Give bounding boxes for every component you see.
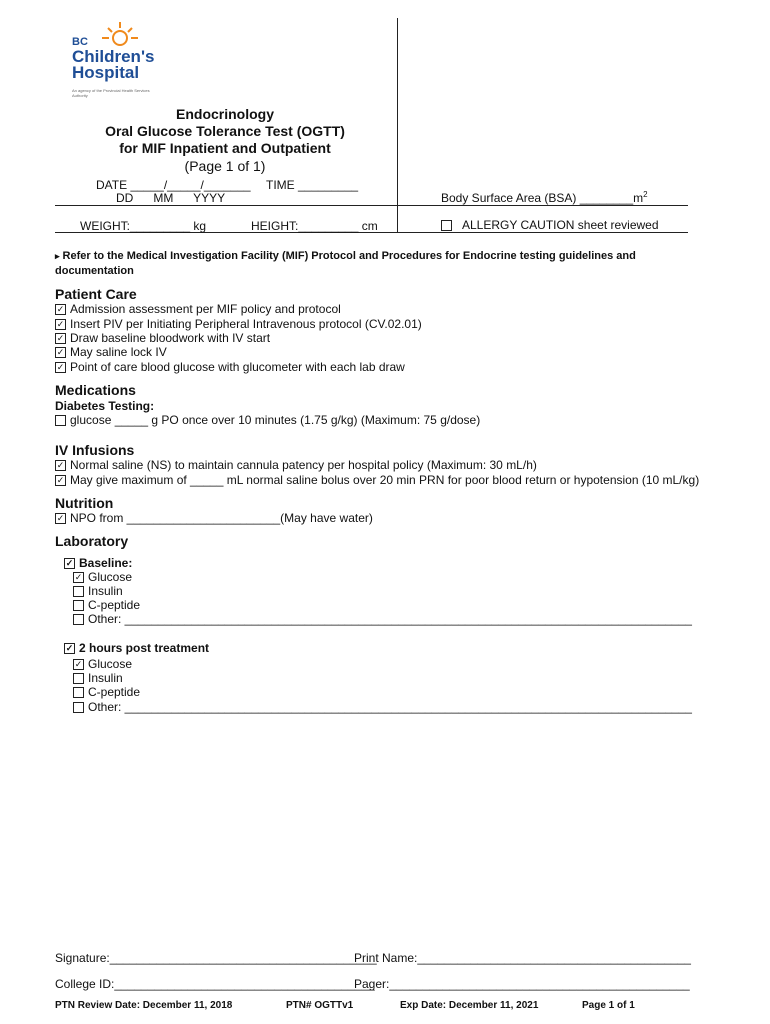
checked-box-icon bbox=[55, 333, 66, 344]
list-item[interactable]: ✓ Point of care blood glucose with glucometer with each lab draw bbox=[55, 360, 405, 374]
list-item[interactable]: Other: _____________________________________________________________________________________ bbox=[73, 700, 692, 714]
list-item[interactable]: ✓ Glucose bbox=[73, 657, 132, 671]
patient-care-heading: Patient Care bbox=[55, 286, 137, 302]
checkbox-icon bbox=[73, 600, 84, 611]
logo-subtitle: An agency of the Provincial Health Services Authority bbox=[72, 88, 150, 98]
glucose-dose-item[interactable]: glucose _____ g PO once over 10 minutes (1.75 g/kg) (Maximum: 75 g/dose) bbox=[55, 413, 480, 427]
date-format: DD MM YYYY bbox=[116, 191, 226, 205]
checked-box-icon bbox=[55, 362, 66, 373]
checked-box-icon bbox=[64, 558, 75, 569]
checkbox-icon bbox=[55, 415, 66, 426]
list-item[interactable]: ✓ May saline lock IV bbox=[55, 345, 167, 359]
height-field[interactable]: HEIGHT:_________ cm bbox=[251, 219, 378, 233]
checked-box-icon bbox=[55, 460, 66, 471]
header-rule-1 bbox=[55, 205, 688, 206]
page-number: Page 1 of 1 bbox=[582, 1000, 635, 1011]
baseline-checkbox[interactable]: ✓ Baseline: bbox=[64, 556, 132, 570]
list-item[interactable]: ✓ Admission assessment per MIF policy and protocol bbox=[55, 302, 341, 316]
arrow-icon: ▸ bbox=[55, 251, 60, 261]
signature-field[interactable]: Signature:________________________________________ bbox=[55, 951, 377, 965]
list-item[interactable]: ✓ Normal saline (NS) to maintain cannula patency per hospital policy (Maximum: 30 mL/h) bbox=[55, 458, 537, 472]
checked-box-icon bbox=[73, 659, 84, 670]
protocol-note: ▸ Refer to the Medical Investigation Facility (MIF) Protocol and Procedures for Endocrine testing guidelines and documentation bbox=[55, 250, 636, 277]
list-item[interactable]: C-peptide bbox=[73, 685, 140, 699]
date-field[interactable]: DATE _____/_____/_______ bbox=[96, 178, 251, 192]
list-item[interactable]: ✓ Draw baseline bloodwork with IV start bbox=[55, 331, 270, 345]
title-scope: for MIF Inpatient and Outpatient bbox=[119, 140, 331, 156]
checked-box-icon bbox=[73, 572, 84, 583]
checked-box-icon bbox=[55, 304, 66, 315]
checkbox-icon[interactable] bbox=[441, 220, 452, 231]
medications-heading: Medications bbox=[55, 382, 136, 398]
list-item[interactable]: ✓ Insert PIV per Initiating Peripheral Intravenous protocol (CV.02.01) bbox=[55, 317, 422, 331]
list-item[interactable]: C-peptide bbox=[73, 598, 140, 612]
list-item[interactable]: Insulin bbox=[73, 671, 123, 685]
list-item[interactable]: ✓ May give maximum of _____ mL normal saline bolus over 20 min PRN for poor blood return or hypotension (10 mL/kg) bbox=[55, 473, 699, 487]
title-department: Endocrinology bbox=[176, 106, 274, 122]
checkbox-icon bbox=[73, 614, 84, 625]
post-treatment-checkbox[interactable]: ✓ 2 hours post treatment bbox=[64, 641, 209, 655]
bsa-field[interactable]: Body Surface Area (BSA) $\_\_\_\_\_\_\_\_m^2$ bbox=[441, 190, 648, 205]
title-page: (Page 1 of 1) bbox=[184, 158, 266, 174]
list-item[interactable]: ✓ Glucose bbox=[73, 570, 132, 584]
checkbox-icon bbox=[73, 586, 84, 597]
logo-bc: BC bbox=[72, 36, 88, 48]
weight-field[interactable]: WEIGHT:_________ kg bbox=[80, 219, 207, 233]
sun-logo-icon bbox=[100, 20, 140, 50]
checkbox-icon bbox=[73, 673, 84, 684]
title-test: Oral Glucose Tolerance Test (OGTT) bbox=[105, 123, 345, 139]
checked-box-icon bbox=[55, 513, 66, 524]
time-field[interactable]: TIME _________ bbox=[266, 178, 359, 192]
logo-name: Children's Hospital bbox=[72, 47, 155, 82]
checked-box-icon bbox=[55, 319, 66, 330]
list-item[interactable]: Insulin bbox=[73, 584, 123, 598]
ptn-number: PTN# OGTTv1 bbox=[286, 1000, 354, 1011]
laboratory-heading: Laboratory bbox=[55, 533, 129, 549]
college-id-field[interactable]: College ID:_______________________________________ bbox=[55, 977, 375, 991]
review-date: PTN Review Date: December 11, 2018 bbox=[55, 1000, 233, 1011]
expiry-date: Exp Date: December 11, 2021 bbox=[400, 1000, 539, 1011]
checked-box-icon bbox=[55, 475, 66, 486]
checked-box-icon bbox=[64, 643, 75, 654]
list-item[interactable]: Other: _____________________________________________________________________________________ bbox=[73, 612, 692, 626]
header-divider bbox=[397, 18, 398, 232]
npo-item[interactable]: ✓ NPO from _______________________(May have water) bbox=[55, 511, 373, 525]
print-name-field[interactable]: Print Name:_________________________________________ bbox=[354, 951, 691, 965]
checkbox-icon bbox=[73, 687, 84, 698]
nutrition-heading: Nutrition bbox=[55, 495, 114, 511]
pager-field[interactable]: Pager:_____________________________________________ bbox=[354, 977, 690, 991]
checked-box-icon bbox=[55, 347, 66, 358]
diabetes-testing-label: Diabetes Testing: bbox=[55, 399, 155, 413]
checkbox-icon bbox=[73, 702, 84, 713]
iv-infusions-heading: IV Infusions bbox=[55, 442, 135, 458]
allergy-checkbox[interactable]: ALLERGY CAUTION sheet reviewed bbox=[441, 218, 659, 232]
